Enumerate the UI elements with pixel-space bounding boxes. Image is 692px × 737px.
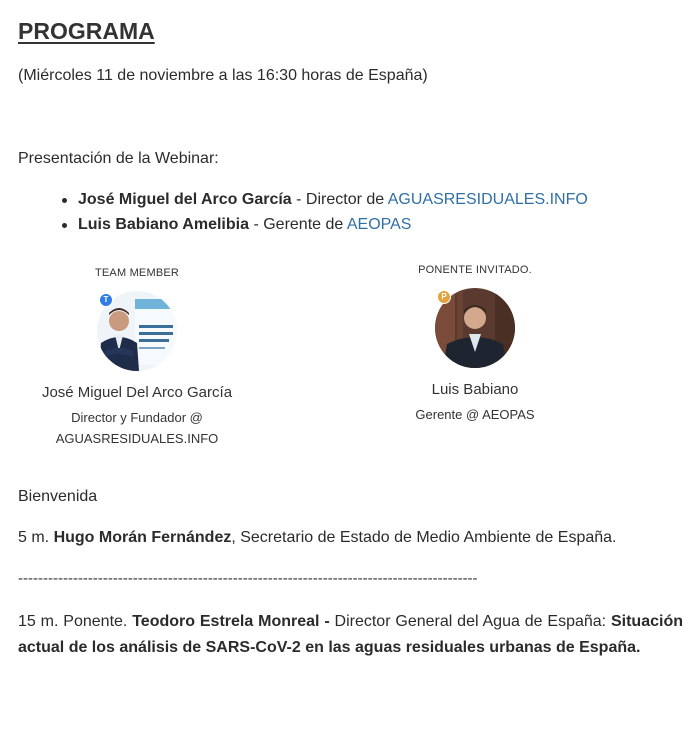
agenda-speaker: Hugo Morán Fernández: [53, 529, 232, 546]
presenter-role: - Gerente de: [249, 216, 347, 233]
event-date: (Miércoles 11 de noviembre a las 16:30 horas de España): [18, 67, 428, 84]
speaker-title: Gerente @ AEOPAS: [415, 407, 535, 422]
team-member-badge-icon: T: [99, 293, 113, 307]
speaker-title: Director y Fundador @: [71, 410, 203, 425]
agenda-topic: Situación actual de los análisis de SARS-CoV-2 en las aguas residuales urbanas de España.: [18, 613, 683, 656]
speaker-card-luis-babiano: [360, 260, 590, 430]
agenda-time: 5 m.: [18, 529, 54, 546]
guest-speaker-badge-icon: P: [437, 290, 451, 304]
speaker-org: AGUASRESIDUALES.INFO: [55, 431, 219, 446]
intro-text: Presentación de la Webinar:: [18, 150, 219, 167]
speaker-card-jose-miguel: [22, 260, 252, 450]
list-item: [62, 189, 588, 214]
agenda-role: , Secretario de Estado de Medio Ambiente de España.: [231, 529, 617, 546]
speaker-name: Luis Babiano: [431, 381, 519, 398]
divider: --------------------------------------------------------------------------------------------: [18, 570, 478, 587]
presenter-org-link[interactable]: AGUASRESIDUALES.INFO: [387, 191, 588, 208]
agenda-speaker: Teodoro Estrela Monreal -: [132, 613, 330, 630]
agenda-role: Director General del Agua de España:: [329, 613, 611, 630]
agenda-item-5m: [18, 529, 616, 547]
welcome-heading: Bienvenida: [18, 488, 98, 505]
speaker-role: TEAM MEMBER: [94, 267, 180, 279]
page-title: PROGRAMA: [18, 18, 155, 44]
presenter-role: - Director de: [291, 191, 388, 208]
speaker-name: José Miguel Del Arco García: [41, 384, 233, 401]
agenda-time: 15 m. Ponente.: [18, 613, 133, 630]
presenter-name: Luis Babiano Amelibia: [78, 216, 249, 233]
speaker-role: PONENTE INVITADO.: [418, 264, 532, 276]
presenter-list: [62, 189, 588, 239]
presenter-name: José Miguel del Arco García: [78, 191, 292, 208]
list-item: [62, 214, 588, 239]
agenda-item-15m: [18, 609, 683, 661]
presenter-org-link[interactable]: AEOPAS: [346, 216, 412, 233]
